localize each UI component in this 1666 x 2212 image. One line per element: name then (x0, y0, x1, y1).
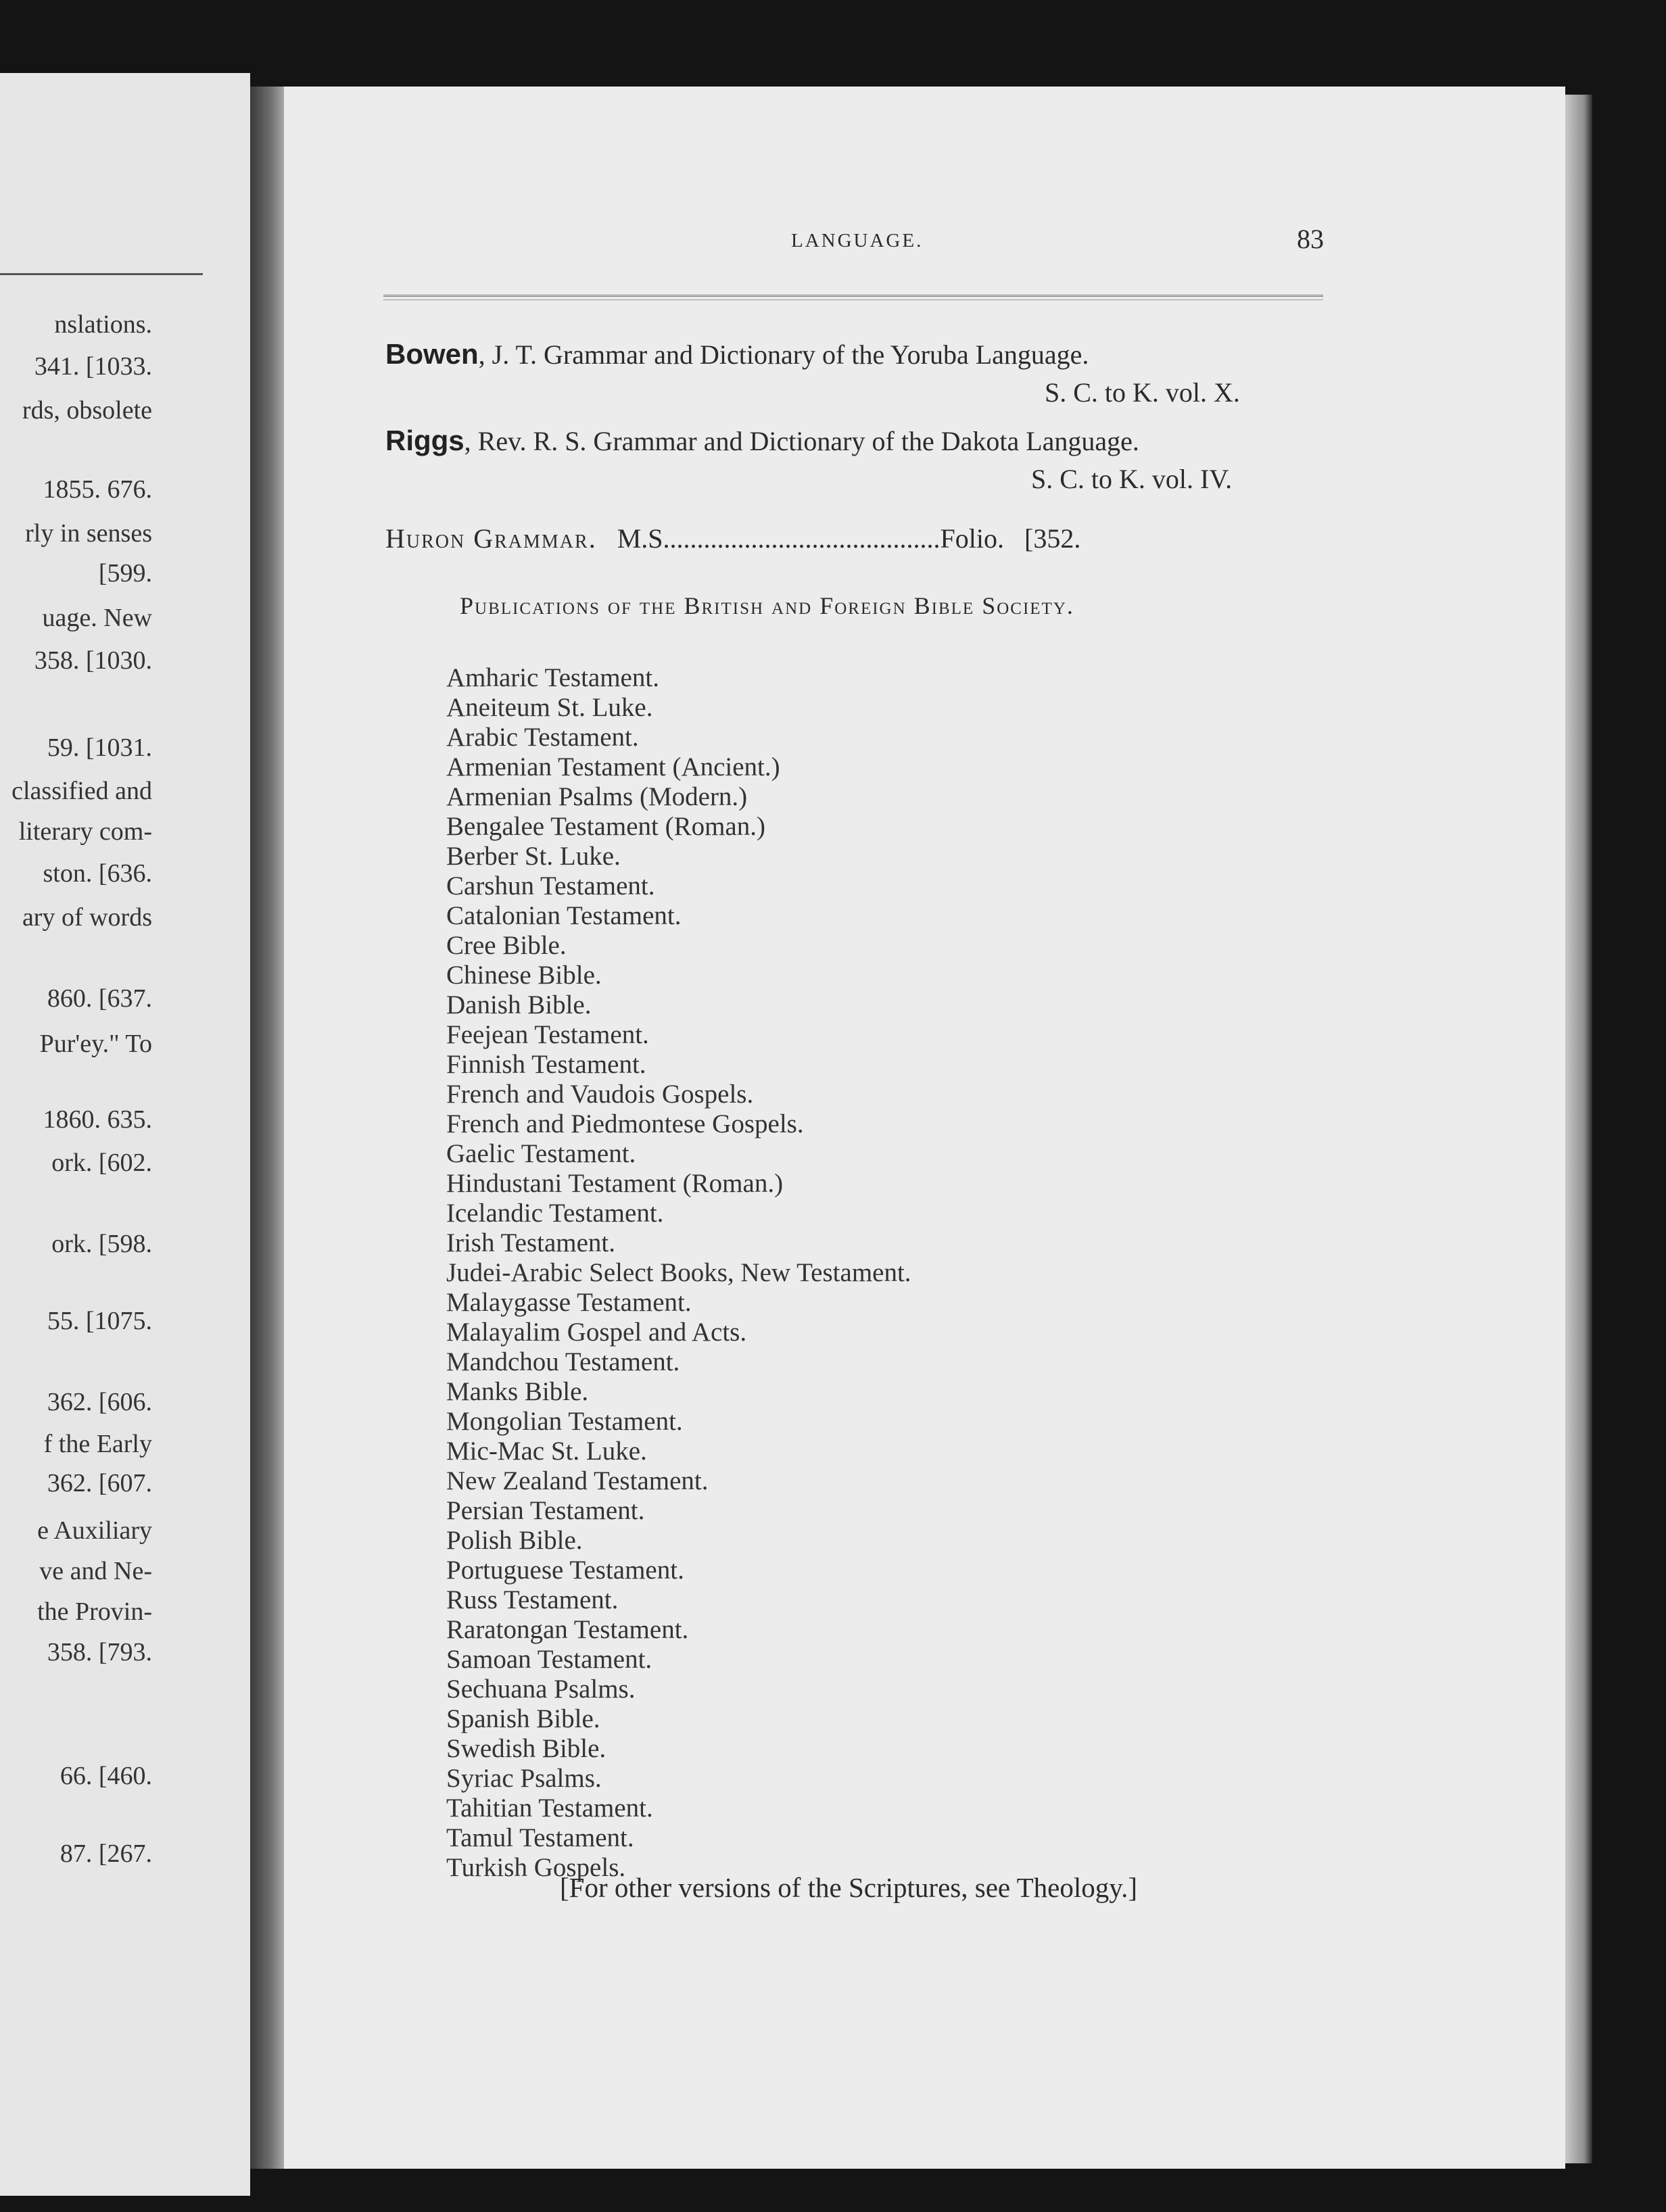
list-item: Amharic Testament. (446, 663, 659, 692)
list-item: Catalonian Testament. (446, 901, 682, 930)
entry-ms: M.S (617, 523, 663, 554)
list-item: Mandchou Testament. (446, 1347, 680, 1376)
left-page-line: the Provin- (37, 1597, 152, 1626)
entry-bowen-ref: S. C. to K. vol. X. (1045, 377, 1240, 408)
entry-number: [352. (1024, 523, 1081, 554)
list-item: Cree Bible. (446, 931, 567, 960)
list-item: Portuguese Testament. (446, 1556, 684, 1585)
list-item: Aneiteum St. Luke. (446, 693, 653, 722)
list-item: Persian Testament. (446, 1496, 645, 1525)
list-item: Feejean Testament. (446, 1020, 649, 1049)
left-page-line: rly in senses (25, 519, 152, 548)
list-item: Berber St. Luke. (446, 842, 621, 871)
list-item: Carshun Testament. (446, 871, 655, 900)
entry-author: Riggs (385, 425, 465, 456)
list-item: Finnish Testament. (446, 1050, 646, 1079)
left-page-line: [599. (98, 559, 152, 587)
list-item: Sechuana Psalms. (446, 1675, 636, 1704)
left-page-rule (0, 273, 203, 275)
list-item: Raratongan Testament. (446, 1615, 689, 1644)
left-page-line: ork. [598. (51, 1230, 152, 1258)
list-item: French and Piedmontese Gospels. (446, 1109, 804, 1138)
section-heading: Publications of the British and Foreign Bible Society. (460, 592, 1074, 619)
entry-format: Folio. (940, 523, 1004, 554)
list-item: Swedish Bible. (446, 1734, 606, 1763)
list-item: New Zealand Testament. (446, 1466, 709, 1495)
list-item: Tahitian Testament. (446, 1794, 653, 1823)
left-page-line: uage. New (42, 604, 152, 632)
entry-huron (385, 523, 1080, 554)
left-page-line: classified and (11, 777, 152, 805)
list-item: Samoan Testament. (446, 1645, 652, 1674)
left-page-line: f the Early (43, 1430, 152, 1458)
left-page-line: 362. [607. (47, 1469, 152, 1497)
left-page-line: 362. [606. (47, 1388, 152, 1416)
list-item: Gaelic Testament. (446, 1139, 636, 1168)
left-page-line: 59. [1031. (47, 734, 152, 762)
list-item: Icelandic Testament. (446, 1199, 664, 1228)
left-facing-page (0, 73, 250, 2196)
closing-note: [For other versions of the Scriptures, see Theology.] (560, 1872, 1137, 1903)
list-item: Russ Testament. (446, 1585, 619, 1614)
left-page-line: 1860. 635. (43, 1105, 152, 1134)
list-item: Mic-Mac St. Luke. (446, 1437, 647, 1466)
list-item: Polish Bible. (446, 1526, 583, 1555)
left-page-line: 1855. 676. (43, 475, 152, 504)
entry-title: , Rev. R. S. Grammar and Dictionary of the Dakota Language. (464, 426, 1139, 456)
list-item: Bengalee Testament (Roman.) (446, 812, 765, 841)
left-page-line: 55. [1075. (47, 1307, 152, 1335)
left-page-line: nslations. (54, 310, 152, 339)
list-item: Mongolian Testament. (446, 1407, 683, 1436)
entry-riggs (385, 425, 1139, 457)
left-page-line: 87. [267. (60, 1840, 152, 1868)
left-page-line: ston. [636. (43, 859, 152, 888)
running-head: LANGUAGE. (791, 230, 924, 251)
entry-author: Bowen (385, 338, 479, 370)
entry-bowen (385, 338, 1089, 370)
entry-riggs-ref: S. C. to K. vol. IV. (1031, 464, 1233, 494)
entry-title: , J. T. Grammar and Dictionary of the Yoruba Language. (478, 339, 1089, 370)
list-item: Armenian Psalms (Modern.) (446, 782, 748, 811)
list-item: Tamul Testament. (446, 1823, 634, 1852)
left-page-line: ork. [602. (51, 1149, 152, 1177)
page-number: 83 (1297, 224, 1324, 254)
list-item: Manks Bible. (446, 1377, 589, 1406)
left-page-line: ve and Ne- (39, 1557, 152, 1585)
left-page-line: 358. [1030. (34, 646, 152, 675)
left-page-line: rds, obsolete (22, 396, 152, 425)
left-page-line: 341. [1033. (34, 352, 152, 381)
header-rule (383, 295, 1323, 300)
list-item: Syriac Psalms. (446, 1764, 602, 1793)
list-item: French and Vaudois Gospels. (446, 1080, 754, 1109)
list-item: Hindustani Testament (Roman.) (446, 1169, 784, 1198)
list-item: Malayalim Gospel and Acts. (446, 1318, 747, 1347)
list-item: Spanish Bible. (446, 1704, 600, 1733)
list-item: Arabic Testament. (446, 723, 639, 752)
left-page-line: literary com- (18, 817, 152, 846)
left-page-line: ary of words (22, 903, 152, 932)
list-item: Armenian Testament (Ancient.) (446, 752, 780, 782)
left-page-line: 860. [637. (47, 984, 152, 1013)
left-page-line: Pur'ey." To (39, 1030, 152, 1058)
page-edge (1565, 95, 1592, 2163)
entry-title: Huron Grammar. (385, 523, 597, 554)
list-item: Turkish Gospels. (446, 1853, 626, 1882)
list-item: Danish Bible. (446, 990, 592, 1019)
list-item: Irish Testament. (446, 1228, 615, 1257)
dot-leader: ......................................... (663, 523, 941, 554)
list-item: Chinese Bible. (446, 961, 602, 990)
book-gutter (250, 87, 284, 2169)
left-page-line: 66. [460. (60, 1762, 152, 1790)
list-item: Judei-Arabic Select Books, New Testament. (446, 1258, 911, 1287)
left-page-line: e Auxiliary (37, 1516, 152, 1545)
left-page-line: 358. [793. (47, 1638, 152, 1666)
list-item: Malaygasse Testament. (446, 1288, 692, 1317)
